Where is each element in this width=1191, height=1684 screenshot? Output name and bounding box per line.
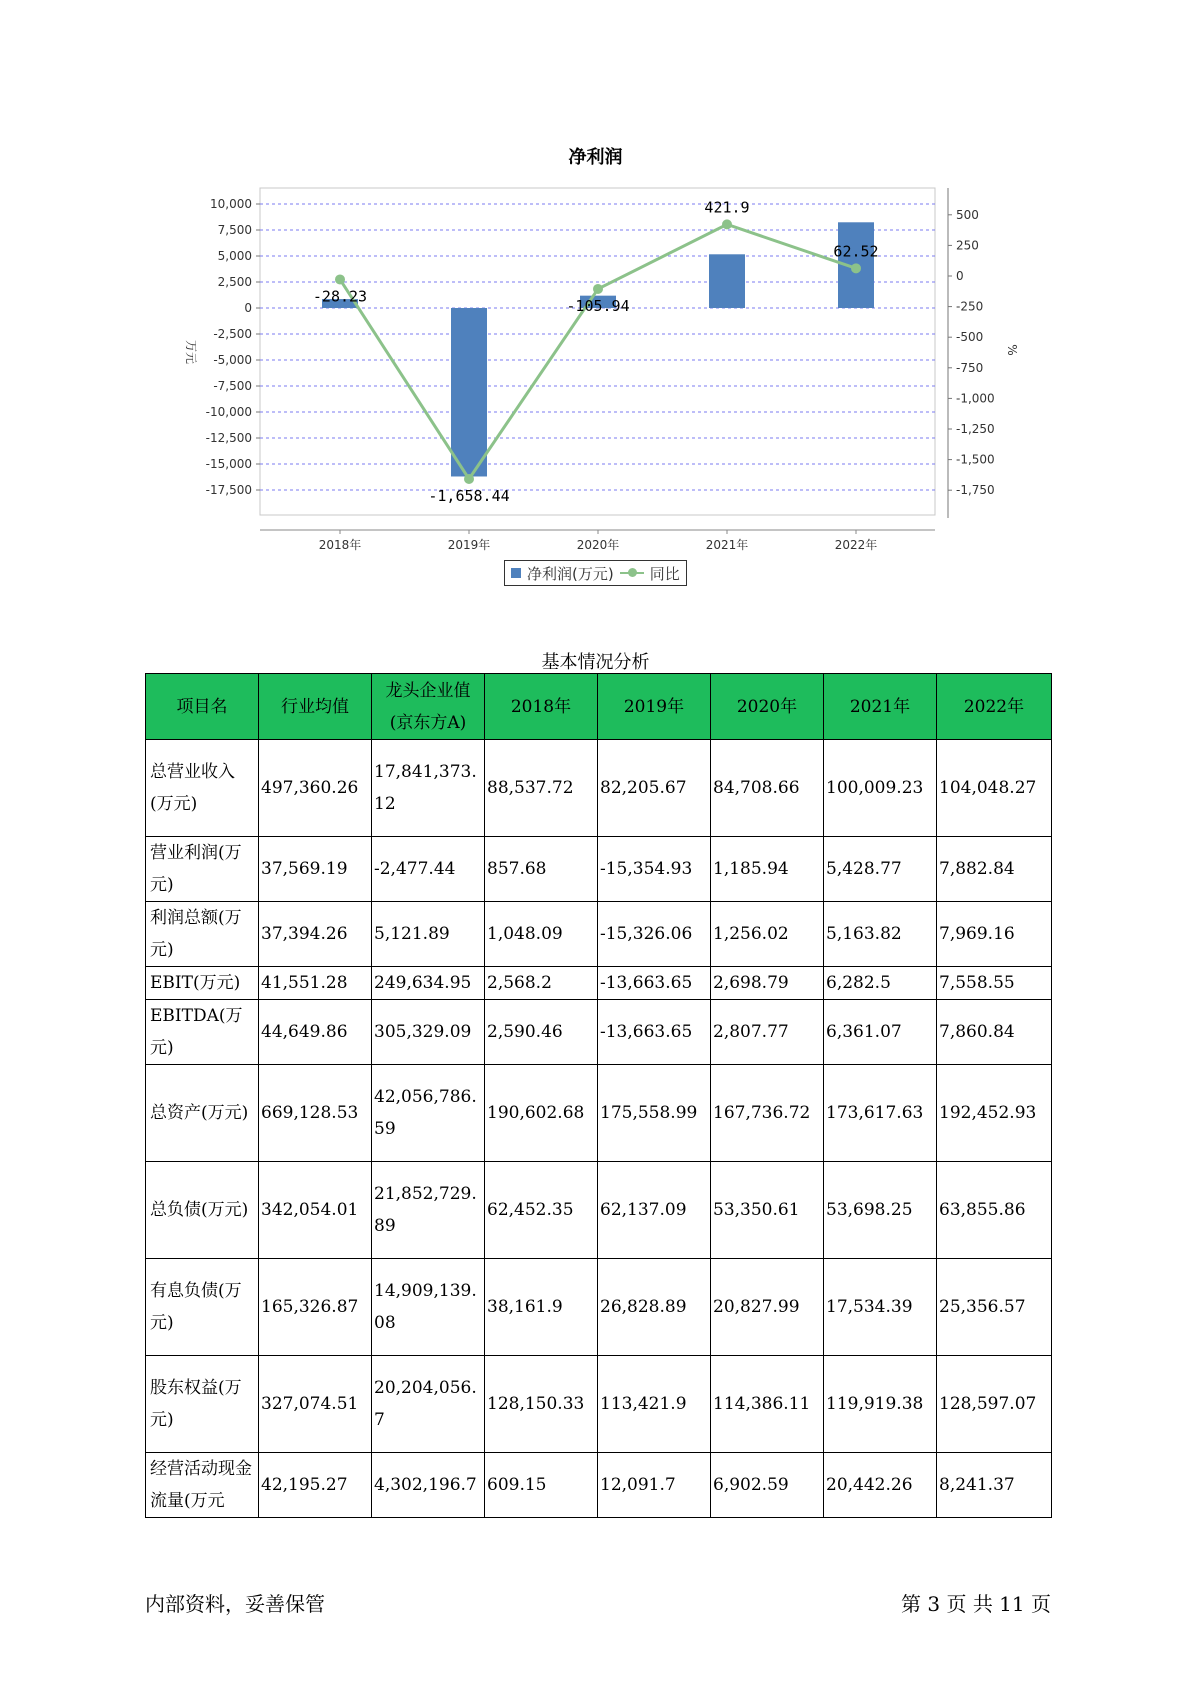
table-cell-value: 7,860.84 xyxy=(937,1000,1052,1065)
table-cell-value: 192,452.93 xyxy=(937,1065,1052,1162)
table-cell-value: 41,551.28 xyxy=(259,967,372,1000)
point-yoy-2022年 xyxy=(851,263,861,273)
footer-page-number: 第 3 页 共 11 页 xyxy=(901,1592,1051,1616)
table-cell-value: 17,534.39 xyxy=(824,1259,937,1356)
table-row xyxy=(146,1065,1052,1162)
table-row xyxy=(146,1000,1052,1065)
table-cell-item: 总负债(万元) xyxy=(146,1162,259,1259)
table-cell-value: 17,841,373.12 xyxy=(372,740,485,837)
table-cell-value: 1,048.09 xyxy=(485,902,598,967)
table-row xyxy=(146,1356,1052,1453)
left-tick-label: -5,000 xyxy=(213,353,252,367)
table-cell-value: 165,326.87 xyxy=(259,1259,372,1356)
table-cell-value: 497,360.26 xyxy=(259,740,372,837)
table-cell-value: 53,698.25 xyxy=(824,1162,937,1259)
left-tick-label: -15,000 xyxy=(205,457,252,471)
table-cell-value: 5,121.89 xyxy=(372,902,485,967)
line-yoy xyxy=(340,224,856,479)
table-row xyxy=(146,967,1052,1000)
table-row xyxy=(146,902,1052,967)
legend-label-net-profit: 净利润(万元) xyxy=(527,564,614,583)
table-cell-value: 8,241.37 xyxy=(937,1453,1052,1518)
table-cell-value: 342,054.01 xyxy=(259,1162,372,1259)
right-tick-label: 0 xyxy=(956,269,964,283)
data-label-yoy: 421.9 xyxy=(704,198,750,217)
table-cell-value: 12,091.7 xyxy=(598,1453,711,1518)
right-tick-label: -1,500 xyxy=(956,452,995,467)
bar-net-profit-2019年 xyxy=(451,308,487,476)
left-tick-label: 0 xyxy=(244,301,252,315)
table-cell-value: 6,902.59 xyxy=(711,1453,824,1518)
table-cell-value: -15,326.06 xyxy=(598,902,711,967)
table-cell-value: 2,590.46 xyxy=(485,1000,598,1065)
table-cell-value: 857.68 xyxy=(485,837,598,902)
table-cell-item: EBIT(万元) xyxy=(146,967,259,1000)
right-tick-label: 250 xyxy=(956,238,979,253)
table-cell-value: 327,074.51 xyxy=(259,1356,372,1453)
table-cell-item: 有息负债(万元) xyxy=(146,1259,259,1356)
header-2018: 2018年 xyxy=(485,674,598,740)
right-tick-label: 500 xyxy=(956,207,979,222)
table-cell-value: 84,708.66 xyxy=(711,740,824,837)
table-cell-item: 总资产(万元) xyxy=(146,1065,259,1162)
table-cell-value: 25,356.57 xyxy=(937,1259,1052,1356)
left-tick-label: 10,000 xyxy=(210,197,252,211)
table-cell-value: 305,329.09 xyxy=(372,1000,485,1065)
table-row xyxy=(146,1453,1052,1518)
table-cell-value: 7,558.55 xyxy=(937,967,1052,1000)
table-cell-value: 88,537.72 xyxy=(485,740,598,837)
right-tick-label: -1,750 xyxy=(956,483,995,498)
footer-confidential: 内部资料，妥善保管 xyxy=(145,1592,325,1616)
header-2019: 2019年 xyxy=(598,674,711,740)
table-cell-value: 1,185.94 xyxy=(711,837,824,902)
table-cell-value: 42,056,786.59 xyxy=(372,1065,485,1162)
legend-line-swatch xyxy=(620,572,644,574)
y-axis-title: 万元 xyxy=(184,339,198,365)
table-cell-value: 114,386.11 xyxy=(711,1356,824,1453)
table-cell-value: 4,302,196.7 xyxy=(372,1453,485,1518)
data-label-yoy: -28.23 xyxy=(312,287,368,306)
table-cell-value: 7,882.84 xyxy=(937,837,1052,902)
right-tick-label: -1,250 xyxy=(956,422,995,436)
header-industry-avg: 行业均值 xyxy=(259,674,372,740)
table-cell-value: -13,663.65 xyxy=(598,967,711,1000)
table-cell-value: 104,048.27 xyxy=(937,740,1052,837)
left-tick-label: -10,000 xyxy=(205,405,252,419)
table-cell-value: 669,128.53 xyxy=(259,1065,372,1162)
y2-axis-title: % xyxy=(1005,344,1019,356)
table-cell-value: 249,634.95 xyxy=(372,967,485,1000)
table-cell-value: 42,195.27 xyxy=(259,1453,372,1518)
table-cell-value: -15,354.93 xyxy=(598,837,711,902)
x-tick-label: 2022年 xyxy=(834,538,878,552)
table-cell-item: 经营活动现金流量(万元 xyxy=(146,1453,259,1518)
table-row xyxy=(146,740,1052,837)
left-tick-label: -12,500 xyxy=(205,431,252,445)
table-cell-value: 37,569.19 xyxy=(259,837,372,902)
basic-analysis-table xyxy=(145,673,1052,1518)
table-cell-value: 62,137.09 xyxy=(598,1162,711,1259)
left-tick-label: -17,500 xyxy=(205,483,252,497)
table-cell-value: 100,009.23 xyxy=(824,740,937,837)
table-row xyxy=(146,1162,1052,1259)
left-tick-label: 2,500 xyxy=(217,275,252,289)
table-cell-value: 20,827.99 xyxy=(711,1259,824,1356)
table-title: 基本情况分析 xyxy=(541,652,650,673)
plot-area xyxy=(260,188,935,515)
table-cell-value: 5,163.82 xyxy=(824,902,937,967)
table-cell-value: 20,442.26 xyxy=(824,1453,937,1518)
table-cell-value: -13,663.65 xyxy=(598,1000,711,1065)
x-tick-label: 2020年 xyxy=(576,538,620,552)
x-tick-label: 2019年 xyxy=(447,538,491,552)
table-cell-value: 44,649.86 xyxy=(259,1000,372,1065)
right-tick-label: -750 xyxy=(956,360,984,375)
net-profit-chart xyxy=(0,0,1191,600)
x-tick-label: 2018年 xyxy=(318,538,362,552)
table-cell-value: 6,282.5 xyxy=(824,967,937,1000)
table-cell-value: 2,698.79 xyxy=(711,967,824,1000)
header-2022: 2022年 xyxy=(937,674,1052,740)
table-cell-value: 190,602.68 xyxy=(485,1065,598,1162)
table-cell-value: 7,969.16 xyxy=(937,902,1052,967)
chart-legend xyxy=(504,560,687,586)
point-yoy-2020年 xyxy=(593,284,603,294)
table-cell-item: 总营业收入(万元) xyxy=(146,740,259,837)
table-cell-value: 20,204,056.7 xyxy=(372,1356,485,1453)
table-cell-value: 167,736.72 xyxy=(711,1065,824,1162)
table-cell-value: 175,558.99 xyxy=(598,1065,711,1162)
table-cell-value: 119,919.38 xyxy=(824,1356,937,1453)
right-tick-label: -1,000 xyxy=(956,391,995,406)
table-row xyxy=(146,1259,1052,1356)
table-cell-value: 63,855.86 xyxy=(937,1162,1052,1259)
data-label-yoy: -105.94 xyxy=(566,296,630,315)
table-cell-value: 26,828.89 xyxy=(598,1259,711,1356)
bar-net-profit-2021年 xyxy=(709,254,745,308)
point-yoy-2018年 xyxy=(335,274,345,284)
table-cell-value: 2,807.77 xyxy=(711,1000,824,1065)
table-cell-value: 609.15 xyxy=(485,1453,598,1518)
left-tick-label: -2,500 xyxy=(213,327,252,341)
right-tick-label: -500 xyxy=(956,330,984,345)
table-cell-value: 37,394.26 xyxy=(259,902,372,967)
header-leader-value: 龙头企业值(京东方A) xyxy=(372,674,485,740)
table-cell-value: -2,477.44 xyxy=(372,837,485,902)
table-cell-value: 38,161.9 xyxy=(485,1259,598,1356)
table-cell-item: 股东权益(万元) xyxy=(146,1356,259,1453)
data-label-yoy: -1,658.44 xyxy=(428,486,510,505)
data-label-yoy: 62.52 xyxy=(833,242,879,261)
table-cell-value: 128,597.07 xyxy=(937,1356,1052,1453)
header-item-name: 项目名 xyxy=(146,674,259,740)
table-cell-value: 62,452.35 xyxy=(485,1162,598,1259)
table-cell-item: EBITDA(万元) xyxy=(146,1000,259,1065)
table-cell-value: 113,421.9 xyxy=(598,1356,711,1453)
table-cell-value: 53,350.61 xyxy=(711,1162,824,1259)
header-2020: 2020年 xyxy=(711,674,824,740)
table-row xyxy=(146,837,1052,902)
point-yoy-2019年 xyxy=(464,474,474,484)
left-tick-label: -7,500 xyxy=(213,379,252,393)
table-cell-value: 21,852,729.89 xyxy=(372,1162,485,1259)
legend-label-yoy: 同比 xyxy=(649,564,680,583)
legend-bar-swatch xyxy=(511,568,521,578)
left-tick-label: 5,000 xyxy=(217,249,252,263)
table-cell-item: 营业利润(万元) xyxy=(146,837,259,902)
header-2021: 2021年 xyxy=(824,674,937,740)
table-cell-value: 14,909,139.08 xyxy=(372,1259,485,1356)
table-header-row xyxy=(146,674,1052,740)
point-yoy-2021年 xyxy=(722,219,732,229)
x-tick-label: 2021年 xyxy=(705,538,749,552)
right-tick-label: -250 xyxy=(956,299,984,314)
table-cell-value: 82,205.67 xyxy=(598,740,711,837)
table-cell-value: 2,568.2 xyxy=(485,967,598,1000)
table-cell-value: 128,150.33 xyxy=(485,1356,598,1453)
table-cell-value: 173,617.63 xyxy=(824,1065,937,1162)
table-cell-value: 6,361.07 xyxy=(824,1000,937,1065)
left-tick-label: 7,500 xyxy=(217,223,252,237)
table-cell-value: 5,428.77 xyxy=(824,837,937,902)
table-cell-item: 利润总额(万元) xyxy=(146,902,259,967)
table-cell-value: 1,256.02 xyxy=(711,902,824,967)
chart-title: 净利润 xyxy=(568,147,623,168)
